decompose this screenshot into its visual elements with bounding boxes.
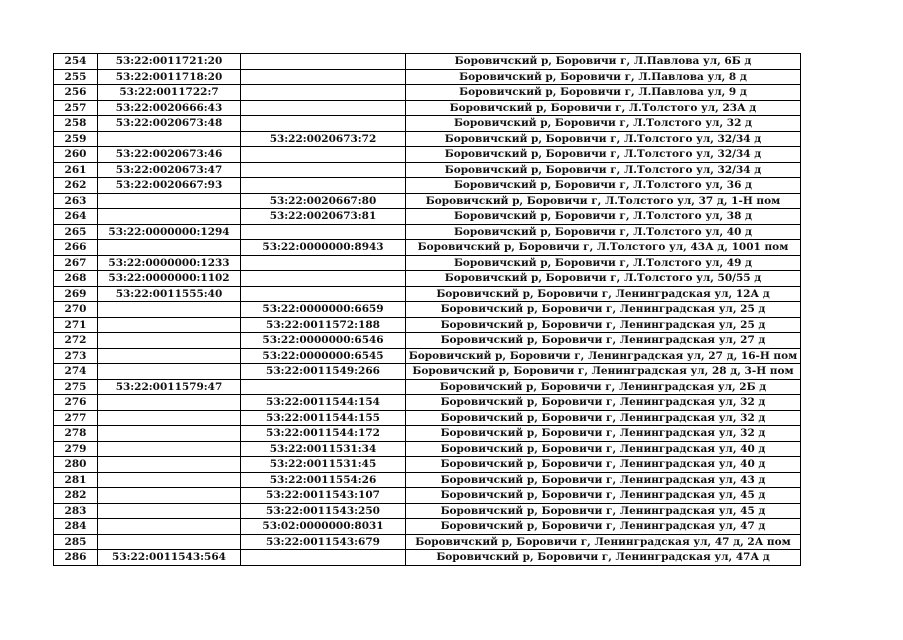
- premises-cadastral-number-cell: 53:22:0011543:107: [241, 488, 406, 504]
- row-number-cell: 277: [54, 410, 98, 426]
- address-cell: Боровичский р, Боровичи г, Ленинградская ул, 27 д: [406, 333, 801, 349]
- premises-cadastral-number-cell: 53:22:0011531:34: [241, 441, 406, 457]
- table-row: [54, 550, 801, 566]
- premises-cadastral-number-cell: [241, 54, 406, 70]
- premises-cadastral-number-cell: [241, 271, 406, 287]
- row-number-cell: 266: [54, 240, 98, 256]
- premises-cadastral-number-cell: 53:22:0011572:188: [241, 317, 406, 333]
- premises-cadastral-number-cell: 53:22:0020673:72: [241, 131, 406, 147]
- cadastral-number-cell: 53:22:0011579:47: [98, 379, 241, 395]
- premises-cadastral-number-cell: [241, 379, 406, 395]
- address-cell: Боровичский р, Боровичи г, Л.Толстого ул, 49 д: [406, 255, 801, 271]
- address-cell: Боровичский р, Боровичи г, Л.Толстого ул, 36 д: [406, 178, 801, 194]
- address-cell: Боровичский р, Боровичи г, Ленинградская ул, 47 д, 2А пом: [406, 534, 801, 550]
- table-row: [54, 240, 801, 256]
- premises-cadastral-number-cell: 53:22:0020667:80: [241, 193, 406, 209]
- row-number-cell: 276: [54, 395, 98, 411]
- premises-cadastral-number-cell: 53:22:0011544:155: [241, 410, 406, 426]
- row-number-cell: 265: [54, 224, 98, 240]
- table-row: [54, 147, 801, 163]
- cadastral-number-cell: 53:22:0011721:20: [98, 54, 241, 70]
- table-row: [54, 69, 801, 85]
- address-cell: Боровичский р, Боровичи г, Л.Толстого ул, 32/34 д: [406, 162, 801, 178]
- table-row: [54, 519, 801, 535]
- cadastral-number-cell: 53:22:0011555:40: [98, 286, 241, 302]
- table-row: [54, 348, 801, 364]
- table-row: [54, 457, 801, 473]
- premises-cadastral-number-cell: 53:22:0011554:26: [241, 472, 406, 488]
- row-number-cell: 274: [54, 364, 98, 380]
- address-cell: Боровичский р, Боровичи г, Ленинградская ул, 43 д: [406, 472, 801, 488]
- address-cell: Боровичский р, Боровичи г, Л.Павлова ул, 8 д: [406, 69, 801, 85]
- address-cell: Боровичский р, Боровичи г, Л.Толстого ул, 32/34 д: [406, 147, 801, 163]
- premises-cadastral-number-cell: 53:22:0000000:6545: [241, 348, 406, 364]
- address-cell: Боровичский р, Боровичи г, Л.Толстого ул, 23А д: [406, 100, 801, 116]
- table-row: [54, 472, 801, 488]
- cadastral-number-cell: [98, 131, 241, 147]
- premises-cadastral-number-cell: 53:22:0011531:45: [241, 457, 406, 473]
- cadastral-number-cell: [98, 426, 241, 442]
- table-row: [54, 131, 801, 147]
- table-body: [54, 54, 801, 566]
- row-number-cell: 260: [54, 147, 98, 163]
- premises-cadastral-number-cell: [241, 255, 406, 271]
- row-number-cell: 282: [54, 488, 98, 504]
- document-page: [53, 53, 800, 566]
- table-row: [54, 271, 801, 287]
- address-cell: Боровичский р, Боровичи г, Ленинградская ул, 25 д: [406, 302, 801, 318]
- row-number-cell: 269: [54, 286, 98, 302]
- premises-cadastral-number-cell: [241, 85, 406, 101]
- table-row: [54, 426, 801, 442]
- cadastral-number-cell: [98, 209, 241, 225]
- address-cell: Боровичский р, Боровичи г, Ленинградская ул, 28 д, 3-Н пом: [406, 364, 801, 380]
- premises-cadastral-number-cell: 53:22:0020673:81: [241, 209, 406, 225]
- row-number-cell: 262: [54, 178, 98, 194]
- row-number-cell: 284: [54, 519, 98, 535]
- row-number-cell: 273: [54, 348, 98, 364]
- premises-cadastral-number-cell: 53:22:0000000:8943: [241, 240, 406, 256]
- premises-cadastral-number-cell: 53:22:0011543:250: [241, 503, 406, 519]
- address-cell: Боровичский р, Боровичи г, Л.Толстого ул, 32 д: [406, 116, 801, 132]
- address-cell: Боровичский р, Боровичи г, Ленинградская ул, 40 д: [406, 441, 801, 457]
- property-registry-table: [53, 53, 801, 566]
- address-cell: Боровичский р, Боровичи г, Ленинградская ул, 32 д: [406, 410, 801, 426]
- row-number-cell: 261: [54, 162, 98, 178]
- row-number-cell: 255: [54, 69, 98, 85]
- cadastral-number-cell: 53:22:0020673:46: [98, 147, 241, 163]
- premises-cadastral-number-cell: [241, 550, 406, 566]
- row-number-cell: 267: [54, 255, 98, 271]
- address-cell: Боровичский р, Боровичи г, Л.Толстого ул, 40 д: [406, 224, 801, 240]
- premises-cadastral-number-cell: 53:22:0011544:154: [241, 395, 406, 411]
- cadastral-number-cell: [98, 488, 241, 504]
- row-number-cell: 270: [54, 302, 98, 318]
- address-cell: Боровичский р, Боровичи г, Ленинградская ул, 12А д: [406, 286, 801, 302]
- premises-cadastral-number-cell: 53:22:0011544:172: [241, 426, 406, 442]
- premises-cadastral-number-cell: [241, 100, 406, 116]
- premises-cadastral-number-cell: [241, 162, 406, 178]
- table-row: [54, 333, 801, 349]
- cadastral-number-cell: 53:22:0020666:43: [98, 100, 241, 116]
- cadastral-number-cell: 53:22:0000000:1102: [98, 271, 241, 287]
- cadastral-number-cell: [98, 441, 241, 457]
- premises-cadastral-number-cell: 53:22:0000000:6546: [241, 333, 406, 349]
- row-number-cell: 285: [54, 534, 98, 550]
- table-row: [54, 441, 801, 457]
- row-number-cell: 272: [54, 333, 98, 349]
- table-row: [54, 224, 801, 240]
- table-row: [54, 410, 801, 426]
- table-row: [54, 100, 801, 116]
- row-number-cell: 278: [54, 426, 98, 442]
- premises-cadastral-number-cell: 53:02:0000000:8031: [241, 519, 406, 535]
- address-cell: Боровичский р, Боровичи г, Ленинградская ул, 45 д: [406, 488, 801, 504]
- row-number-cell: 279: [54, 441, 98, 457]
- row-number-cell: 264: [54, 209, 98, 225]
- address-cell: Боровичский р, Боровичи г, Ленинградская ул, 27 д, 16-Н пом: [406, 348, 801, 364]
- table-row: [54, 286, 801, 302]
- address-cell: Боровичский р, Боровичи г, Ленинградская ул, 47А д: [406, 550, 801, 566]
- cadastral-number-cell: [98, 333, 241, 349]
- cadastral-number-cell: [98, 364, 241, 380]
- table-row: [54, 503, 801, 519]
- address-cell: Боровичский р, Боровичи г, Ленинградская ул, 47 д: [406, 519, 801, 535]
- premises-cadastral-number-cell: [241, 147, 406, 163]
- table-row: [54, 193, 801, 209]
- address-cell: Боровичский р, Боровичи г, Ленинградская ул, 45 д: [406, 503, 801, 519]
- cadastral-number-cell: 53:22:0000000:1294: [98, 224, 241, 240]
- table-row: [54, 54, 801, 70]
- premises-cadastral-number-cell: [241, 286, 406, 302]
- cadastral-number-cell: 53:22:0000000:1233: [98, 255, 241, 271]
- address-cell: Боровичский р, Боровичи г, Л.Толстого ул, 32/34 д: [406, 131, 801, 147]
- row-number-cell: 256: [54, 85, 98, 101]
- address-cell: Боровичский р, Боровичи г, Ленинградская ул, 2Б д: [406, 379, 801, 395]
- row-number-cell: 259: [54, 131, 98, 147]
- premises-cadastral-number-cell: [241, 178, 406, 194]
- table-row: [54, 364, 801, 380]
- row-number-cell: 275: [54, 379, 98, 395]
- cadastral-number-cell: [98, 193, 241, 209]
- cadastral-number-cell: 53:22:0011722:7: [98, 85, 241, 101]
- table-row: [54, 488, 801, 504]
- table-row: [54, 379, 801, 395]
- table-row: [54, 317, 801, 333]
- premises-cadastral-number-cell: [241, 116, 406, 132]
- cadastral-number-cell: [98, 503, 241, 519]
- table-row: [54, 85, 801, 101]
- row-number-cell: 280: [54, 457, 98, 473]
- row-number-cell: 281: [54, 472, 98, 488]
- row-number-cell: 268: [54, 271, 98, 287]
- table-row: [54, 534, 801, 550]
- row-number-cell: 257: [54, 100, 98, 116]
- table-row: [54, 116, 801, 132]
- address-cell: Боровичский р, Боровичи г, Л.Толстого ул, 38 д: [406, 209, 801, 225]
- cadastral-number-cell: 53:22:0020673:47: [98, 162, 241, 178]
- cadastral-number-cell: [98, 457, 241, 473]
- cadastral-number-cell: [98, 410, 241, 426]
- cadastral-number-cell: [98, 317, 241, 333]
- address-cell: Боровичский р, Боровичи г, Л.Толстого ул, 50/55 д: [406, 271, 801, 287]
- row-number-cell: 271: [54, 317, 98, 333]
- row-number-cell: 254: [54, 54, 98, 70]
- premises-cadastral-number-cell: 53:22:0011549:266: [241, 364, 406, 380]
- address-cell: Боровичский р, Боровичи г, Л.Толстого ул, 43А д, 1001 пом: [406, 240, 801, 256]
- premises-cadastral-number-cell: [241, 69, 406, 85]
- cadastral-number-cell: 53:22:0020667:93: [98, 178, 241, 194]
- cadastral-number-cell: 53:22:0011718:20: [98, 69, 241, 85]
- table-row: [54, 395, 801, 411]
- row-number-cell: 283: [54, 503, 98, 519]
- cadastral-number-cell: [98, 534, 241, 550]
- cadastral-number-cell: [98, 519, 241, 535]
- table-row: [54, 255, 801, 271]
- cadastral-number-cell: [98, 348, 241, 364]
- cadastral-number-cell: [98, 395, 241, 411]
- cadastral-number-cell: [98, 472, 241, 488]
- row-number-cell: 258: [54, 116, 98, 132]
- address-cell: Боровичский р, Боровичи г, Ленинградская ул, 32 д: [406, 395, 801, 411]
- address-cell: Боровичский р, Боровичи г, Ленинградская ул, 40 д: [406, 457, 801, 473]
- row-number-cell: 263: [54, 193, 98, 209]
- row-number-cell: 286: [54, 550, 98, 566]
- address-cell: Боровичский р, Боровичи г, Ленинградская ул, 25 д: [406, 317, 801, 333]
- address-cell: Боровичский р, Боровичи г, Л.Павлова ул, 9 д: [406, 85, 801, 101]
- table-row: [54, 209, 801, 225]
- premises-cadastral-number-cell: 53:22:0011543:679: [241, 534, 406, 550]
- table-row: [54, 178, 801, 194]
- premises-cadastral-number-cell: 53:22:0000000:6659: [241, 302, 406, 318]
- premises-cadastral-number-cell: [241, 224, 406, 240]
- cadastral-number-cell: 53:22:0020673:48: [98, 116, 241, 132]
- table-row: [54, 302, 801, 318]
- address-cell: Боровичский р, Боровичи г, Ленинградская ул, 32 д: [406, 426, 801, 442]
- address-cell: Боровичский р, Боровичи г, Л.Павлова ул, 6Б д: [406, 54, 801, 70]
- cadastral-number-cell: [98, 240, 241, 256]
- address-cell: Боровичский р, Боровичи г, Л.Толстого ул, 37 д, 1-Н пом: [406, 193, 801, 209]
- cadastral-number-cell: 53:22:0011543:564: [98, 550, 241, 566]
- table-row: [54, 162, 801, 178]
- cadastral-number-cell: [98, 302, 241, 318]
